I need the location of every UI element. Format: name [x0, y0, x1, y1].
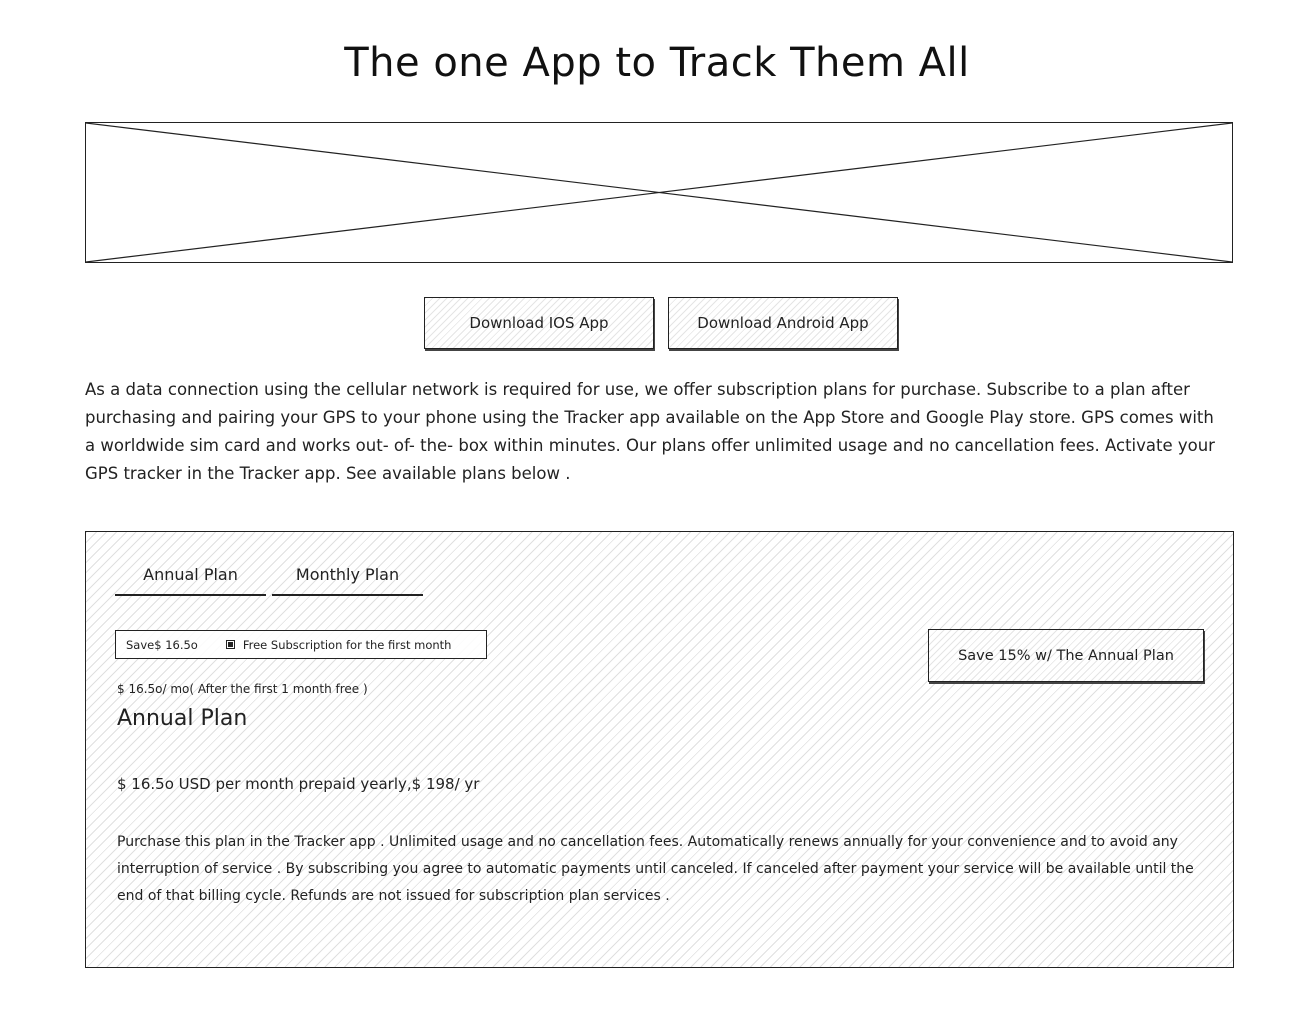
download-buttons	[424, 297, 898, 349]
free-subscription-label: Free Subscription for the first month	[242, 637, 452, 652]
download-android-button[interactable]: Download Android App	[668, 297, 898, 349]
plan-heading: Annual Plan	[117, 706, 248, 731]
save-amount-label: Save$ 16.5o	[126, 637, 198, 652]
image-placeholder-cross	[86, 123, 1232, 262]
monthly-price-line: $ 16.5o/ mo( After the first 1 month free )	[117, 682, 368, 696]
tab-annual-plan[interactable]: Annual Plan	[115, 554, 266, 596]
tab-monthly-plan[interactable]: Monthly Plan	[272, 554, 423, 596]
promo-strip	[115, 630, 487, 659]
save-annual-plan-button[interactable]: Save 15% w/ The Annual Plan	[928, 629, 1204, 682]
price-detail: $ 16.5o USD per month prepaid yearly,$ 198/ yr	[117, 775, 480, 793]
intro-paragraph: As a data connection using the cellular network is required for use, we offer subscription plans for purchase. Subscribe to a plan after purchasing and pairing your GPS to your phone using the Tracker app available on the App Store and Google Play store. GPS comes with a worldwide sim card and works out- of- the- box within minutes. Our plans offer unlimited usage and no cancellation fees. Activate your GPS tracker in the Tracker app. See available plans below .	[85, 380, 1215, 483]
image-placeholder	[85, 122, 1233, 263]
plan-tabs	[115, 554, 423, 596]
download-ios-button[interactable]: Download IOS App	[424, 297, 654, 349]
page-title: The one App to Track Them All	[344, 40, 970, 86]
plans-panel	[85, 531, 1234, 968]
checkbox-icon[interactable]	[226, 640, 235, 649]
plan-terms: Purchase this plan in the Tracker app . Unlimited usage and no cancellation fees. Automatically renews annually for your convenience and to avoid any interruption of service . By subscribing you agree to automatic payments until canceled. If canceled after payment your service will be available until the end of that billing cycle. Refunds are not issued for subscription plan services .	[117, 834, 1194, 904]
